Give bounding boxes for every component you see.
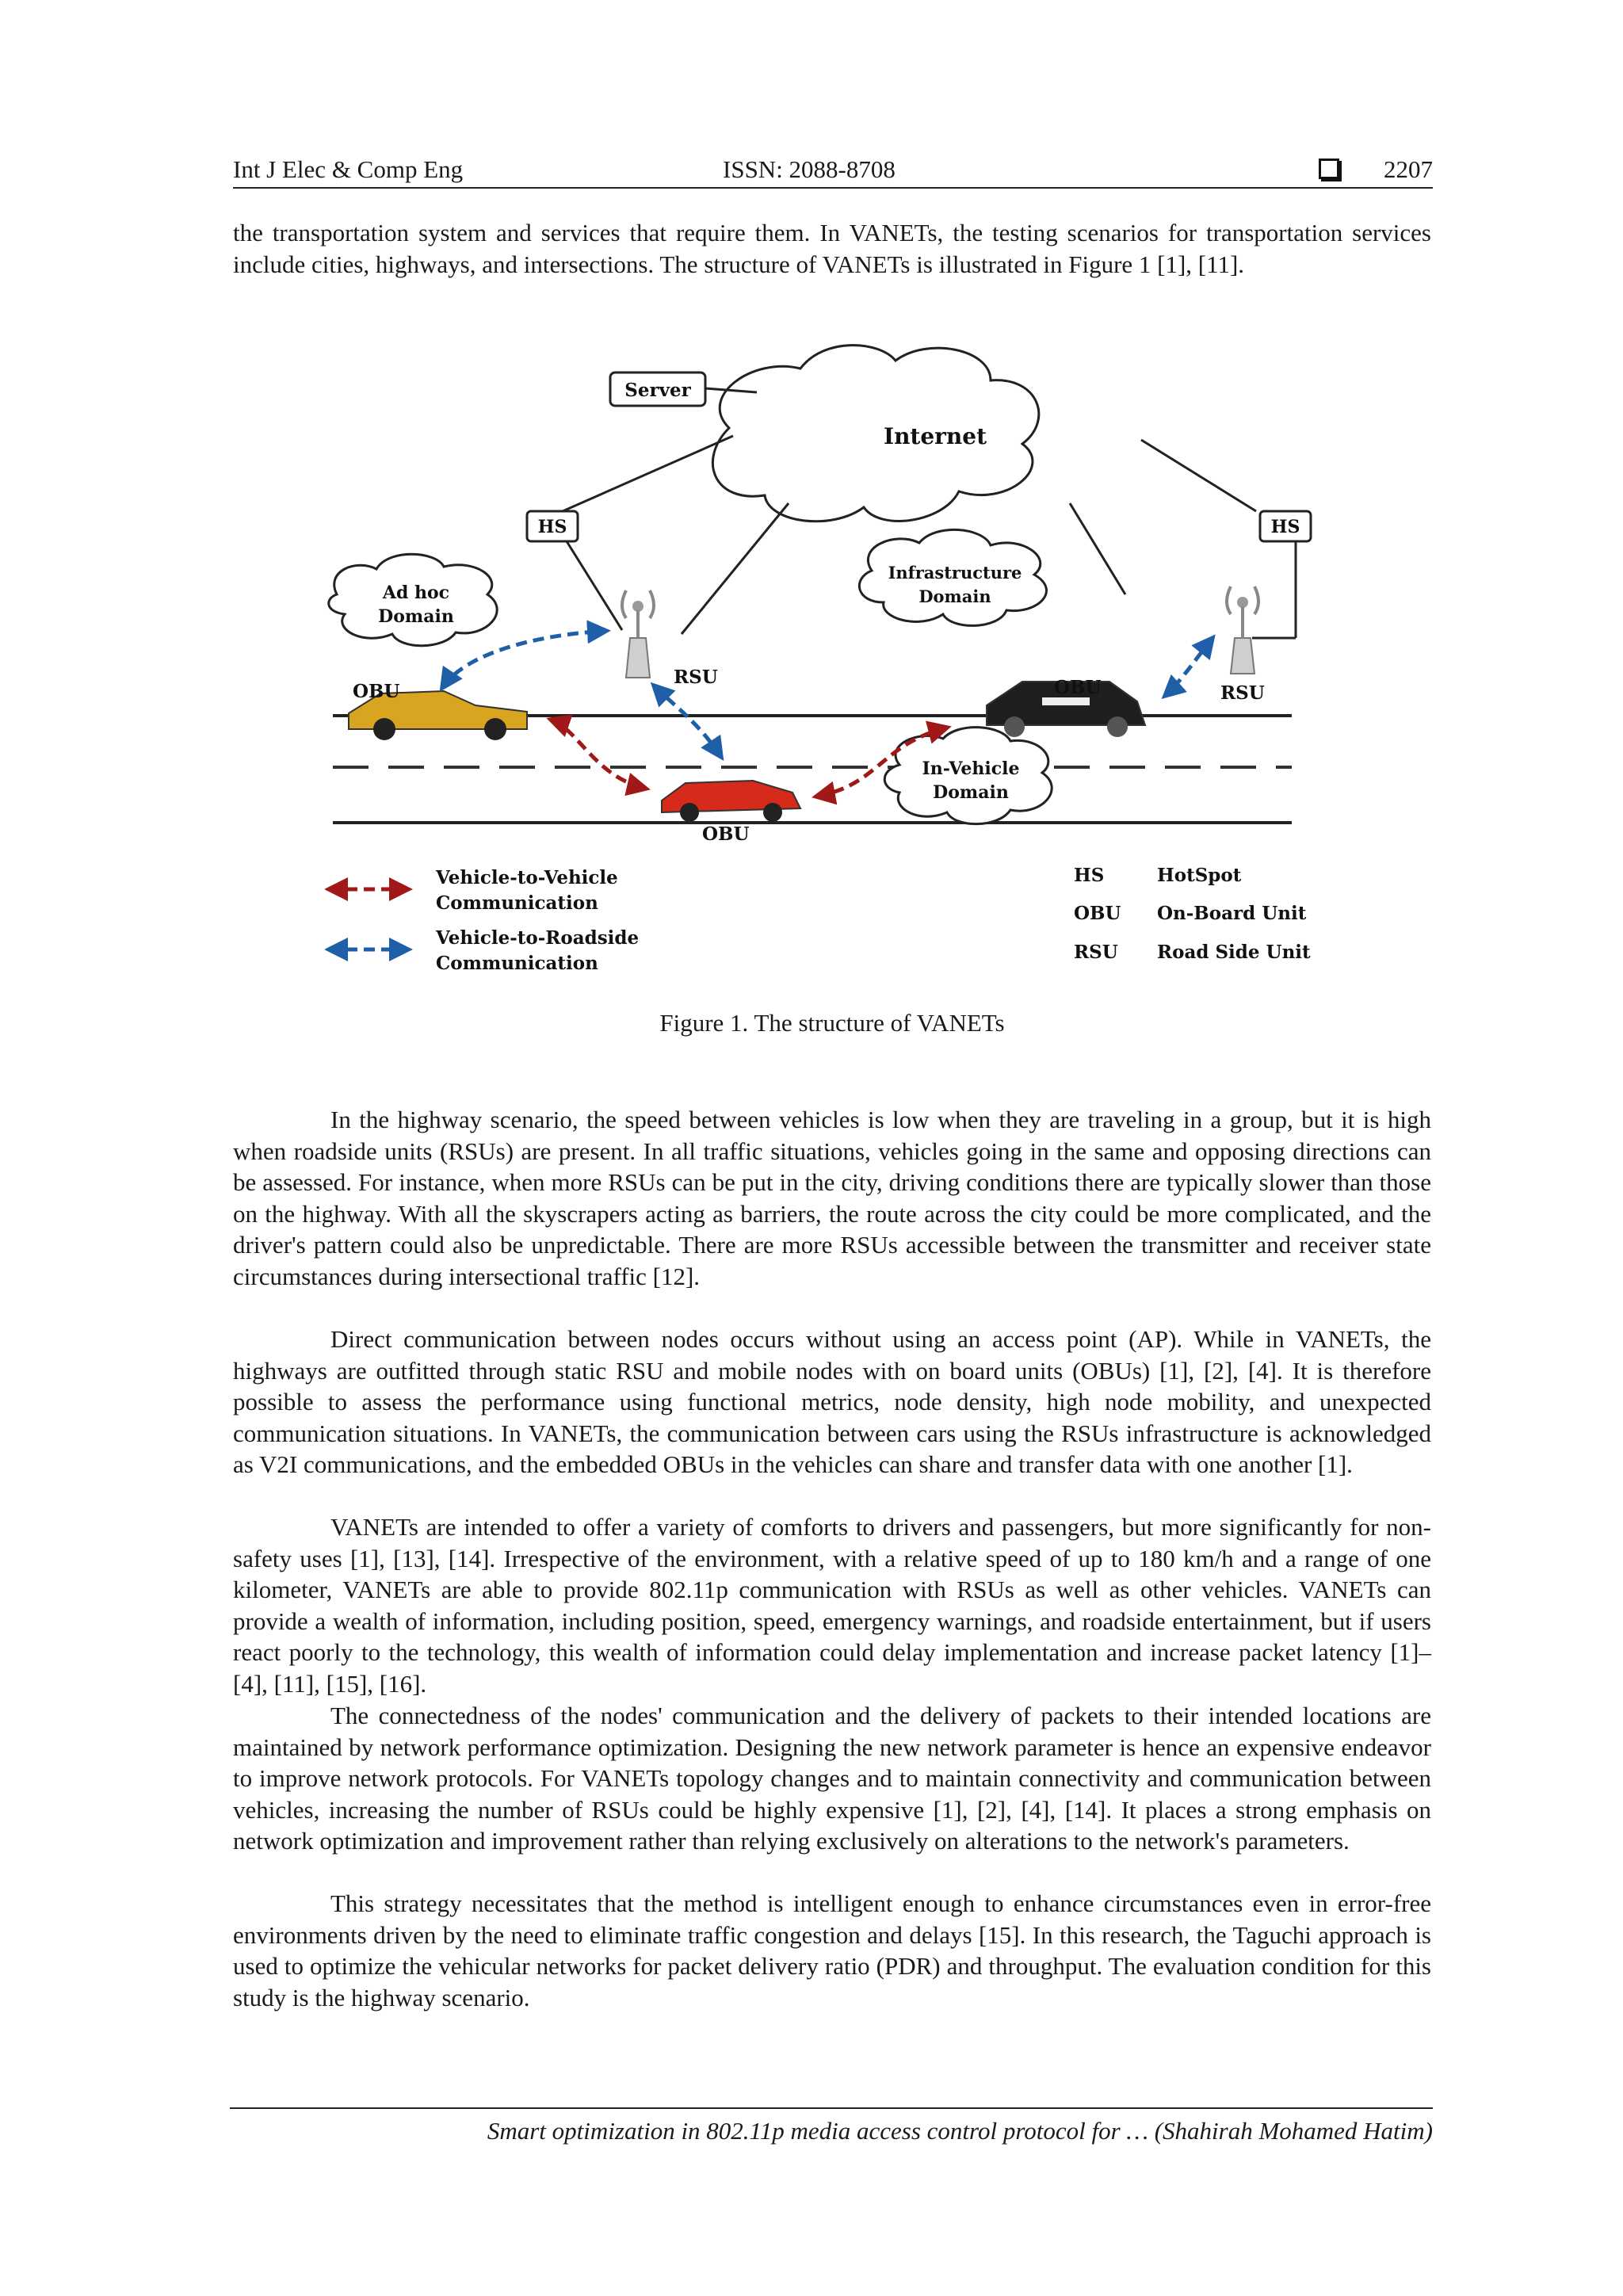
body-paragraph-1: In the highway scenario, the speed between vehicles is low when they are traveling in a group, but it is high when roadside units (RSUs) are present. In all traffic situations, vehicles going in the same and opposing directions can be assessed. For instance, when more RSUs can be put in the city, driving conditions there are typically slower than those on the highway. With all the skyscrapers acting as barriers, the route across the city could be more complicated, and the driver's pattern could also be unpredictable. There are more RSUs accessible between the transmitter and receiver state circumstances during intersectional traffic [12]. <box>233 1106 1431 1290</box>
body-paragraph-4: The connectedness of the nodes' communication and the delivery of packets to their intended locations are maintained by network performance optimization. Designing the new network parameter is hence an expensive endeavor to improve network protocols. For VANETs topology changes and to maintain connectivity and communication between vehicles, increasing the number of RSUs could be highly expensive [1], [2], [4], [14]. It places a strong emphasis on network optimization and improvement rather than relying exclusively on alterations to the network's parameters. <box>233 1702 1431 1855</box>
adhoc-line1: Ad hoc <box>382 583 450 603</box>
figure-legend <box>329 865 1311 974</box>
invehicle-line2: Domain <box>933 782 1009 803</box>
adhoc-line2: Domain <box>378 606 454 627</box>
infra-domain-line1: Infrastructure <box>888 563 1022 583</box>
legend-abbr-key-1: OBU <box>1074 903 1121 924</box>
page-number: 2207 <box>1384 155 1433 183</box>
infra-domain-line2: Domain <box>918 586 991 606</box>
vehicle-yellow <box>349 681 527 740</box>
legend-abbr-value-0: HotSpot <box>1157 865 1242 886</box>
rsu-left <box>622 590 718 688</box>
page-footer <box>230 2107 1433 2145</box>
rsu-left-label: RSU <box>674 667 718 688</box>
legend-abbr-value-2: Road Side Unit <box>1157 942 1311 963</box>
body-paragraph-3: VANETs are intended to offer a variety of comforts to drivers and passengers, but more significantly for non-safety uses [1], [13], [14]. Irrespective of the environment, with a relative speed of up to 180 km/h and a range of one kilometer, VANETs are able to provide 802.11p communication with RSUs as well as other vehicles. VANETs can provide a wealth of information, including position, speed, emergency warnings, and roadside entertainment, but if users react poorly to the technology, this wealth of information could delay implementation and increase packet latency [1]–[4], [11], [15], [16]. <box>233 1513 1431 1698</box>
hotspot-left <box>527 511 578 541</box>
rsu-right-label: RSU <box>1220 682 1265 704</box>
vehicle-red <box>662 781 800 845</box>
body-paragraph-5: This strategy necessitates that the method is intelligent enough to enhance circumstances even in error-free environments driven by the need to eliminate traffic congestion and delays [15]. In this research, the Taguchi approach is used to optimize the vehicular networks for packet delivery ratio (PDR) and throughput. The evaluation condition for this study is the highway scenario. <box>233 1889 1431 2011</box>
obu-right-label: OBU <box>1054 677 1102 698</box>
adhoc-domain-cloud <box>329 554 497 646</box>
legend-v2r-line1: Vehicle-to-Roadside <box>436 927 640 949</box>
figure-caption: Figure 1. The structure of VANETs <box>659 1009 1005 1037</box>
rsu-right <box>1220 586 1265 704</box>
internet-label: Internet <box>883 423 987 449</box>
hotspot-right <box>1260 511 1311 541</box>
invehicle-line1: In-Vehicle <box>922 758 1020 779</box>
legend-v2v-line2: Communication <box>436 892 598 914</box>
infrastructure-domain-cloud <box>859 529 1046 625</box>
legend-abbr-value-1: On-Board Unit <box>1157 903 1307 924</box>
journal-name: Int J Elec & Comp Eng <box>233 155 464 183</box>
body-paragraph-2: Direct communication between nodes occurs without using an access point (AP). While in VANETs, the highways are outfitted through static RSU and mobile nodes with on board units (OBUs) [1], [2], [4]. It is therefore possible to assess the performance using functional metrics, node density, high node mobility, and unexpected communication situations. In VANETs, the communication between cars using the RSUs infrastructure is acknowledged as V2I communications, and the embedded OBUs in the vehicles can share and transfer data with one another [1]. <box>233 1325 1431 1478</box>
obu-bottom-label: OBU <box>702 823 750 845</box>
vehicle-police <box>987 677 1145 737</box>
legend-v2r-line2: Communication <box>436 953 598 974</box>
vanet-structure-figure <box>325 333 1323 999</box>
internet-cloud <box>712 346 1038 521</box>
issn: ISSN: 2088-8708 <box>723 155 896 183</box>
intro-paragraph: the transportation system and services that require them. In VANETs, the testing scenarios for transportation services include cities, highways, and intersections. The structure of VANETs is illustrated in Figure 1 [1], [11]. <box>233 219 1431 278</box>
legend-v2v-line1: Vehicle-to-Vehicle <box>436 867 618 888</box>
running-title: Smart optimization in 802.11p media access control protocol for … (Shahirah Mohamed Hatim) <box>487 2117 1433 2145</box>
page-header <box>233 155 1433 189</box>
hs-right-label: HS <box>1270 517 1300 537</box>
server-label: Server <box>624 380 691 401</box>
square-bullet-icon <box>1319 159 1339 179</box>
hs-left-label: HS <box>537 517 567 537</box>
legend-abbr-key-0: HS <box>1074 865 1105 886</box>
road <box>333 716 1292 823</box>
legend-abbr-key-2: RSU <box>1074 942 1118 963</box>
obu-left-label: OBU <box>353 681 400 702</box>
